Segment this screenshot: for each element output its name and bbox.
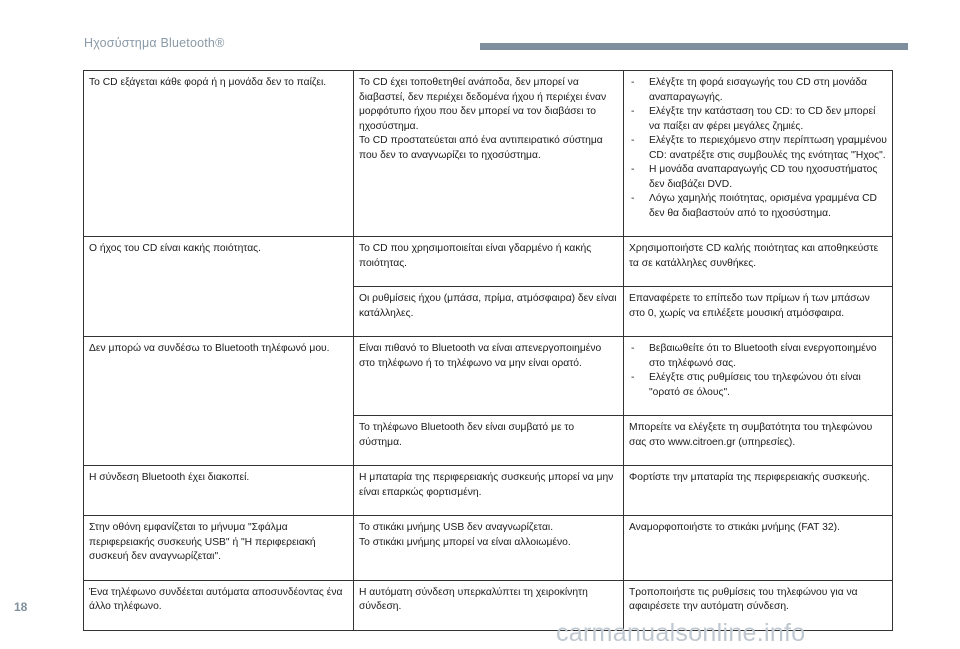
- table-row: [84, 337, 893, 416]
- cause-text: Το στικάκι μνήμης USB δεν αναγνωρίζεται.: [359, 522, 554, 533]
- problem-text: Δεν μπορώ να συνδέσω το Bluetooth τηλέφωνό μου.: [89, 343, 330, 354]
- cause-cell: [354, 516, 624, 581]
- page-header-title: Ηχοσύστημα Bluetooth®: [84, 36, 225, 50]
- cause-text: Το στικάκι μνήμης μπορεί να είναι αλλοιωμένο.: [359, 536, 571, 548]
- solution-text: Αναμορφοποιήστε το στικάκι μνήμης (FAT 32).: [629, 522, 840, 533]
- watermark-text: carmanualsonline.info: [556, 619, 806, 647]
- solution-cell: [624, 287, 893, 337]
- cause-text: Η μπαταρία της περιφερειακής συσκευής μπορεί να μην είναι επαρκώς φορτισμένη.: [359, 472, 614, 498]
- cause-cell: [354, 416, 624, 466]
- problem-cell: [84, 337, 354, 466]
- solution-item: - Ελέγξτε το περιεχόμενο στην περίπτωση γραμμένου CD: ανατρέξτε στις συμβουλές της ενότητας "Ήχος".: [629, 134, 887, 163]
- solution-text: Φορτίστε την μπαταρία της περιφερειακής συσκευής.: [629, 472, 870, 483]
- cause-cell: [354, 337, 624, 416]
- cause-text: Το τηλέφωνο Bluetooth δεν είναι συμβατό με το σύστημα.: [359, 422, 575, 448]
- solution-item: - Ελέγξτε τη φορά εισαγωγής του CD στη μονάδα αναπαραγωγής.: [629, 76, 887, 105]
- solution-text: Τροποποιήστε τις ρυθμίσεις του τηλεφώνου για να αφαιρέσετε την αυτόματη σύνδεση.: [629, 586, 858, 612]
- table-row: [84, 237, 893, 287]
- solution-item: - Ελέγξτε στις ρυθμίσεις του τηλεφώνου ότι είναι "ορατό σε όλους".: [629, 371, 887, 400]
- problem-cell: [84, 466, 354, 516]
- table-row: [84, 516, 893, 581]
- solution-text: Επαναφέρετε το επίπεδο των πρίμων ή των μπάσων στο 0, χωρίς να επιλέξετε μουσική ατμόσφαιρα.: [629, 293, 870, 319]
- problem-text: Ένα τηλέφωνο συνδέεται αυτόματα αποσυνδέοντας ένα άλλο τηλέφωνο.: [89, 586, 343, 612]
- solution-item: - Λόγω χαμηλής ποιότητας, ορισμένα γραμμένα CD δεν θα διαβαστούν από το ηχοσύστημα.: [629, 192, 887, 221]
- cause-text: Το CD που χρησιμοποιείται είναι γδαρμένο ή κακής ποιότητας.: [359, 243, 592, 269]
- solution-text: Μπορείτε να ελέγξετε τη συμβατότητα του τηλεφώνου σας στο www.citroen.gr (υπηρεσίες).: [629, 422, 873, 448]
- cause-cell: [354, 237, 624, 287]
- cause-text: Οι ρυθμίσεις ήχου (μπάσα, πρίμα, ατμόσφαιρα) δεν είναι κατάλληλες.: [359, 293, 617, 319]
- cause-cell: [354, 71, 624, 237]
- problem-text: Το CD εξάγεται κάθε φορά ή η μονάδα δεν το παίζει.: [89, 77, 327, 88]
- cause-text: Η αυτόματη σύνδεση υπερκαλύπτει τη χειροκίνητη σύνδεση.: [359, 586, 588, 612]
- solution-item: - Η μονάδα αναπαραγωγής CD του ηχοσυστήματος δεν διαβάζει DVD.: [629, 163, 887, 192]
- solution-cell: [624, 516, 893, 581]
- solution-cell: [624, 71, 893, 237]
- problem-cell: [84, 71, 354, 237]
- solution-list: [629, 76, 887, 221]
- problem-text: Στην οθόνη εμφανίζεται το μήνυμα "Σφάλμα περιφερειακής συσκευής USB" ή "Η περιφερειακή συσκευή δεν αναγνωρίζεται".: [89, 522, 316, 562]
- cause-text: Είναι πιθανό το Bluetooth να είναι απενεργοποιημένο στο τηλέφωνο ή το τηλέφωνο να μην είναι ορατό.: [359, 343, 602, 369]
- solution-cell: [624, 237, 893, 287]
- problem-cell: [84, 516, 354, 581]
- header-bar: [480, 43, 908, 50]
- solution-text: Χρησιμοποιήστε CD καλής ποιότητας και αποθηκεύστε τα σε κατάλληλες συνθήκες.: [629, 243, 879, 269]
- problem-text: Η σύνδεση Bluetooth έχει διακοπεί.: [89, 472, 250, 483]
- page-number: 18: [14, 600, 28, 614]
- cause-cell: [354, 466, 624, 516]
- table-row: [84, 71, 893, 237]
- solution-item: - Βεβαιωθείτε ότι το Bluetooth είναι ενεργοποιημένο στο τηλέφωνό σας.: [629, 342, 887, 371]
- cause-text: Το CD έχει τοποθετηθεί ανάποδα, δεν μπορεί να διαβαστεί, δεν περιέχει δεδομένα ήχου ή περιέχει έναν μορφότυπο ήχου που δεν μπορεί να τον διαβάσει το ηχοσύστημα.: [359, 77, 607, 132]
- problem-text: Ο ήχος του CD είναι κακής ποιότητας.: [89, 243, 261, 254]
- troubleshooting-table: [83, 70, 893, 631]
- solution-cell: [624, 337, 893, 416]
- problem-cell: [84, 580, 354, 630]
- solution-list: [629, 342, 887, 400]
- solution-cell: [624, 466, 893, 516]
- table-row: [84, 466, 893, 516]
- cause-text: Το CD προστατεύεται από ένα αντιπειρατικό σύστημα που δεν το αναγνωρίζει το ηχοσύστημα.: [359, 135, 603, 161]
- solution-item: - Ελέγξτε την κατάσταση του CD: το CD δεν μπορεί να παίξει αν φέρει μεγάλες ζημιές.: [629, 105, 887, 134]
- solution-cell: [624, 416, 893, 466]
- problem-cell: [84, 237, 354, 337]
- cause-cell: [354, 287, 624, 337]
